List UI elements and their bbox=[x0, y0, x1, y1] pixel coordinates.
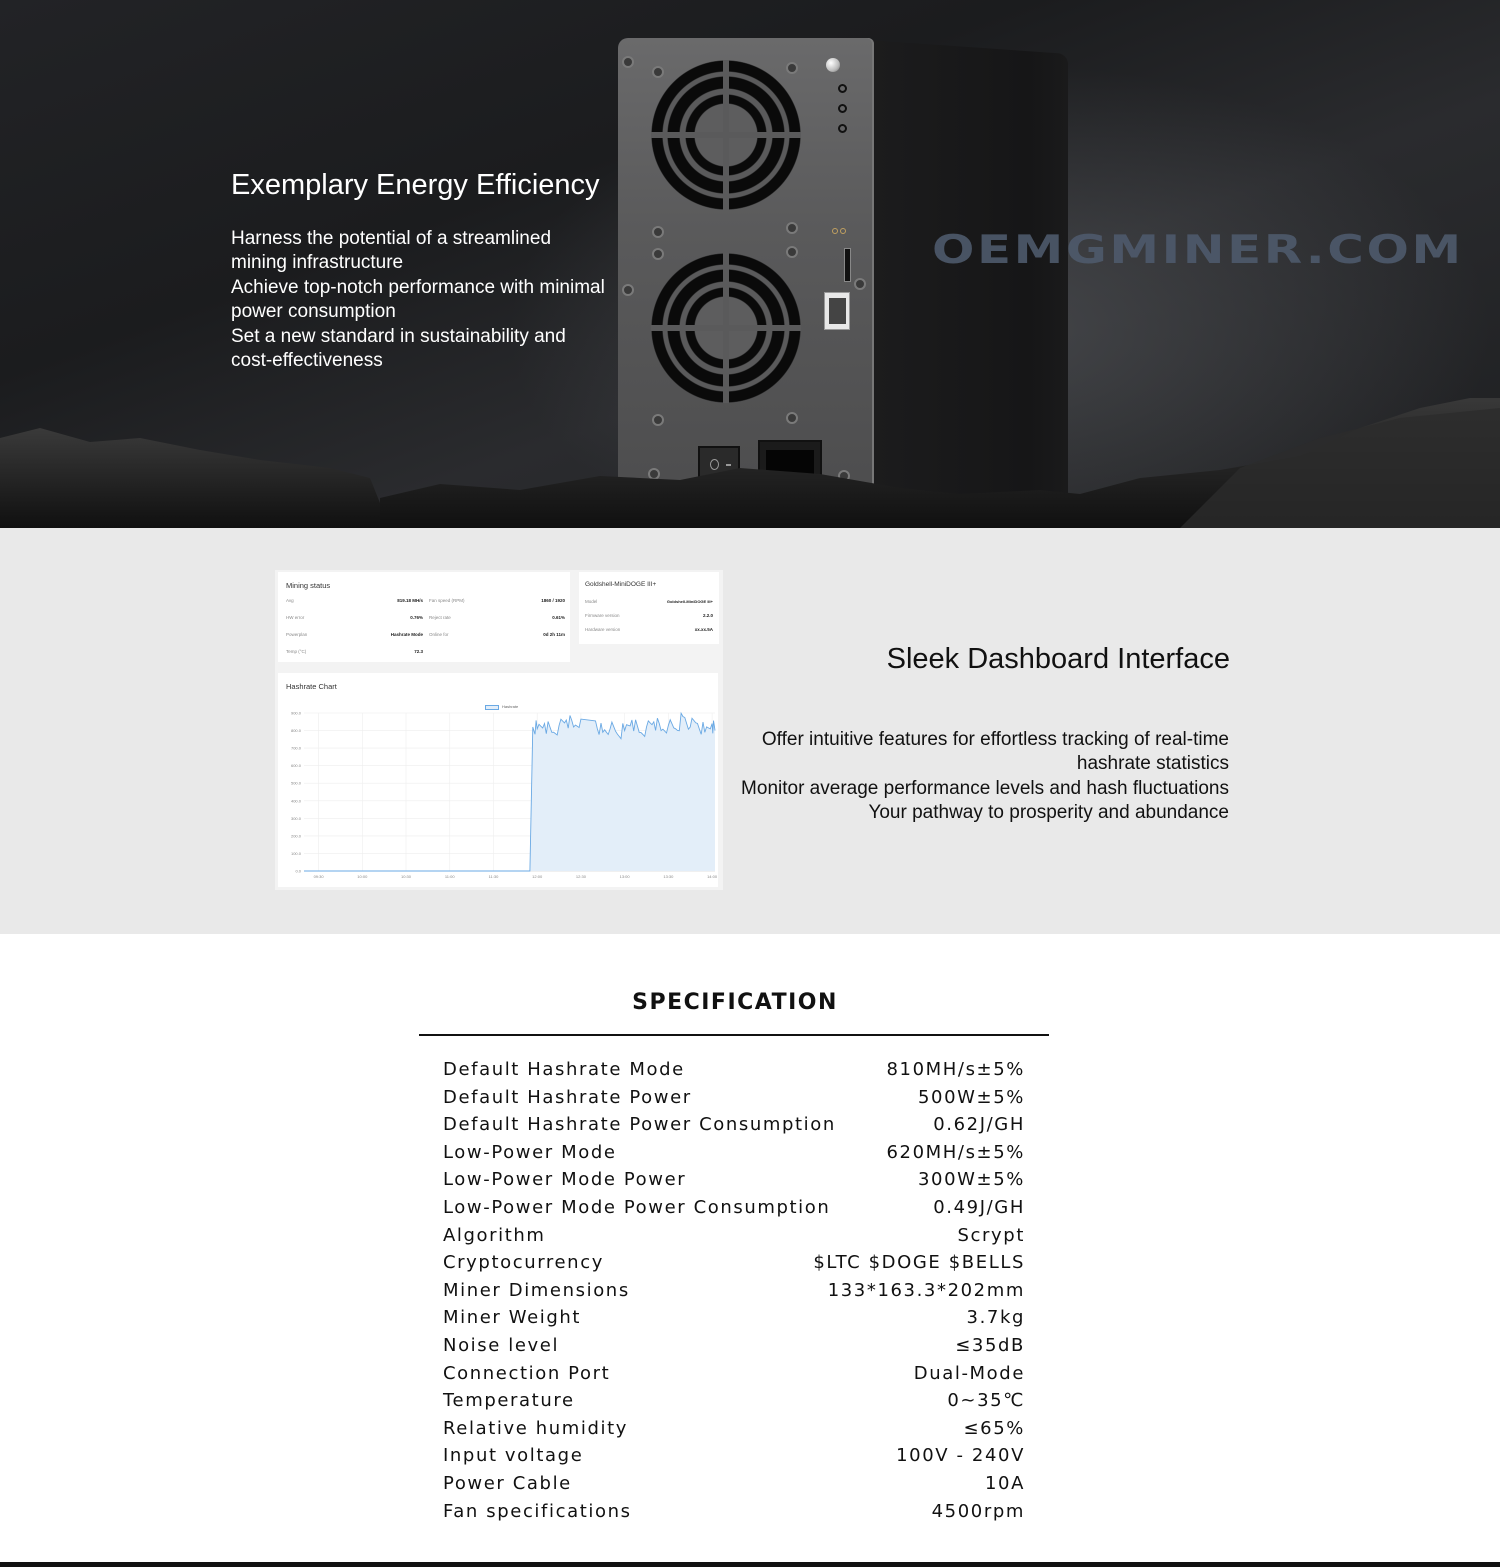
svg-text:09:30: 09:30 bbox=[313, 874, 324, 879]
spec-value: Dual-Mode bbox=[913, 1362, 1025, 1384]
stat-label: Avg bbox=[286, 598, 294, 603]
status-led-icon bbox=[832, 228, 838, 234]
stat-label: Temp (°C) bbox=[286, 649, 307, 654]
spec-row bbox=[443, 1222, 1025, 1250]
spec-value: 620MH/s±5% bbox=[886, 1141, 1025, 1163]
device-label: Hardware version bbox=[585, 627, 621, 632]
svg-text:200.0: 200.0 bbox=[290, 833, 301, 839]
led-indicator-icon bbox=[838, 84, 847, 93]
rocky-terrain-image bbox=[0, 398, 1500, 528]
svg-text:13:00: 13:00 bbox=[619, 874, 630, 879]
stat-label: Fan speed (RPM) bbox=[429, 598, 465, 603]
sd-card-slot-icon bbox=[844, 248, 851, 282]
footer-divider bbox=[0, 1562, 1500, 1567]
stat-value: 0d 2h 11m bbox=[543, 632, 565, 637]
led-indicator-icon bbox=[838, 104, 847, 113]
svg-text:700.0: 700.0 bbox=[290, 745, 301, 751]
screw-icon bbox=[622, 56, 634, 68]
spec-label: Noise level bbox=[443, 1334, 560, 1356]
spec-value: 10A bbox=[984, 1472, 1025, 1494]
hero-title: Exemplary Energy Efficiency bbox=[231, 169, 600, 201]
device-label: Model bbox=[585, 599, 598, 604]
device-title: Goldshell-MiniDOGE III+ bbox=[585, 581, 657, 588]
dashboard-feature-section bbox=[0, 528, 1500, 934]
spec-label: Temperature bbox=[443, 1390, 575, 1412]
status-led-icon bbox=[840, 228, 846, 234]
hashrate-area-chart bbox=[278, 673, 718, 887]
screw-icon bbox=[786, 222, 798, 234]
hero-copy bbox=[231, 168, 611, 373]
fan-grille-bottom-icon bbox=[651, 253, 801, 403]
spec-label: Input voltage bbox=[443, 1445, 584, 1467]
svg-text:100.0: 100.0 bbox=[290, 850, 301, 856]
screw-icon bbox=[786, 246, 798, 258]
svg-text:12:30: 12:30 bbox=[575, 874, 586, 879]
device-value: xx.xx.5A bbox=[694, 627, 713, 632]
ethernet-port-icon bbox=[824, 292, 850, 330]
spec-label: Connection Port bbox=[443, 1362, 611, 1384]
mining-status-card bbox=[278, 572, 570, 662]
stat-label: Powerplan bbox=[286, 632, 308, 637]
spec-label: Algorithm bbox=[443, 1224, 546, 1246]
svg-text:10:00: 10:00 bbox=[357, 874, 368, 879]
dashboard-feature-line: Your pathway to prosperity and abundance bbox=[868, 802, 1229, 824]
spec-value: 0~35℃ bbox=[947, 1390, 1025, 1412]
spec-row bbox=[443, 1442, 1025, 1470]
spec-row bbox=[443, 1084, 1025, 1112]
svg-text:10:30: 10:30 bbox=[401, 874, 412, 879]
stat-value: 72.3 bbox=[414, 649, 423, 654]
stat-value: 0.61% bbox=[552, 615, 565, 620]
spec-row bbox=[443, 1194, 1025, 1222]
spec-label: Miner Weight bbox=[443, 1307, 582, 1329]
svg-text:800.0: 800.0 bbox=[290, 728, 301, 734]
dashboard-screenshot bbox=[275, 570, 723, 890]
spec-value: 500W±5% bbox=[918, 1086, 1025, 1108]
dashboard-feature-line: Monitor average performance levels and hash fluctuations bbox=[741, 777, 1229, 799]
stat-value: 819.18 MH/s bbox=[397, 598, 423, 603]
spec-row bbox=[443, 1139, 1025, 1167]
spec-row bbox=[443, 1166, 1025, 1194]
spec-value: 810MH/s±5% bbox=[886, 1059, 1025, 1080]
device-label: Firmware version bbox=[585, 613, 620, 618]
hero-feature-line: Achieve top-notch performance with minimal power consumption bbox=[231, 276, 605, 323]
spec-value: Scrypt bbox=[957, 1224, 1025, 1246]
device-value: 2.2.0 bbox=[702, 613, 713, 618]
stat-label: Reject rate bbox=[429, 615, 451, 620]
title-divider bbox=[419, 1034, 1049, 1036]
watermark-logo: OEMGMINER.COM bbox=[932, 228, 1464, 273]
spec-row bbox=[443, 1111, 1025, 1139]
spec-value: 4500rpm bbox=[931, 1500, 1025, 1522]
spec-value: 0.49J/GH bbox=[933, 1196, 1025, 1218]
led-indicator-icon bbox=[838, 124, 847, 133]
spec-value: ≤65% bbox=[963, 1417, 1025, 1439]
spec-row bbox=[443, 1470, 1025, 1498]
spec-label: Low-Power Mode bbox=[443, 1141, 617, 1163]
screw-icon bbox=[622, 284, 634, 296]
hero-feature-line: Harness the potential of a streamlined mining infrastructure bbox=[231, 228, 552, 274]
device-info-card bbox=[579, 572, 719, 644]
dashboard-feature-line: Offer intuitive features for effortless tracking of real-time hashrate statistics bbox=[761, 729, 1229, 775]
screw-icon bbox=[652, 66, 664, 78]
stat-label: Online for bbox=[429, 632, 449, 637]
spec-value: 100V - 240V bbox=[896, 1445, 1025, 1467]
svg-text:11:00: 11:00 bbox=[444, 874, 455, 879]
svg-text:12:00: 12:00 bbox=[532, 874, 543, 879]
hero-feature-line: Set a new standard in sustainability and cost-effectiveness bbox=[231, 325, 566, 372]
spec-label: Low-Power Mode Power Consumption bbox=[443, 1196, 831, 1218]
svg-text:300.0: 300.0 bbox=[290, 815, 301, 821]
spec-value: 0.62J/GH bbox=[933, 1114, 1025, 1136]
screw-icon bbox=[652, 248, 664, 260]
stat-value: 0.76% bbox=[410, 615, 423, 620]
hero-banner bbox=[0, 0, 1500, 528]
stat-label: HW error bbox=[286, 615, 305, 620]
hero-feature-list bbox=[231, 227, 611, 373]
specification-table bbox=[443, 1056, 1025, 1525]
spec-row bbox=[443, 1360, 1025, 1388]
spec-label: Fan specifications bbox=[443, 1500, 632, 1522]
device-value: Goldshell-MiniDOGE III+ bbox=[666, 599, 713, 604]
spec-row bbox=[443, 1415, 1025, 1443]
svg-text:900.0: 900.0 bbox=[290, 710, 301, 716]
screw-icon bbox=[786, 62, 798, 74]
spec-value: $LTC $DOGE $BELLS bbox=[813, 1252, 1025, 1274]
spec-value: ≤35dB bbox=[955, 1334, 1025, 1356]
spec-row bbox=[443, 1498, 1025, 1526]
spec-label: Default Hashrate Mode bbox=[443, 1059, 685, 1080]
spec-row bbox=[443, 1277, 1025, 1305]
spec-label: Relative humidity bbox=[443, 1417, 628, 1439]
svg-text:14:00: 14:00 bbox=[707, 874, 718, 879]
spec-label: Power Cable bbox=[443, 1472, 572, 1494]
dashboard-feature-list bbox=[709, 728, 1229, 826]
spec-value: 300W±5% bbox=[918, 1169, 1025, 1191]
spec-label: Miner Dimensions bbox=[443, 1279, 630, 1301]
svg-text:11:30: 11:30 bbox=[488, 874, 499, 879]
spec-value: 3.7kg bbox=[966, 1307, 1025, 1329]
antenna-knob-icon bbox=[826, 58, 840, 72]
svg-text:13:30: 13:30 bbox=[663, 874, 674, 879]
specification-title: SPECIFICATION bbox=[632, 990, 838, 1015]
specification-section bbox=[0, 934, 1500, 1567]
dashboard-title: Sleek Dashboard Interface bbox=[886, 643, 1230, 675]
spec-row bbox=[443, 1304, 1025, 1332]
stat-value: Hashrate Mode bbox=[390, 632, 423, 637]
spec-row bbox=[443, 1249, 1025, 1277]
spec-row bbox=[443, 1332, 1025, 1360]
legend-label: Hashrate bbox=[502, 704, 519, 709]
svg-text:500.0: 500.0 bbox=[290, 780, 301, 786]
svg-text:0.0: 0.0 bbox=[295, 868, 301, 874]
chart-title: Hashrate Chart bbox=[286, 682, 337, 691]
spec-row bbox=[443, 1387, 1025, 1415]
screw-icon bbox=[854, 278, 866, 290]
spec-label: Low-Power Mode Power bbox=[443, 1169, 687, 1191]
spec-value: 133*163.3*202mm bbox=[827, 1279, 1025, 1301]
spec-label: Cryptocurrency bbox=[443, 1252, 604, 1274]
fan-grille-top-icon bbox=[651, 60, 801, 210]
mining-status-title: Mining status bbox=[286, 581, 331, 590]
spec-row bbox=[443, 1056, 1025, 1084]
stat-value: 1860 / 1920 bbox=[541, 598, 565, 603]
svg-text:600.0: 600.0 bbox=[290, 763, 301, 769]
screw-icon bbox=[652, 226, 664, 238]
hashrate-chart-card bbox=[278, 673, 718, 887]
spec-label: Default Hashrate Power bbox=[443, 1086, 692, 1108]
spec-label: Default Hashrate Power Consumption bbox=[443, 1114, 836, 1136]
svg-text:400.0: 400.0 bbox=[290, 798, 301, 804]
